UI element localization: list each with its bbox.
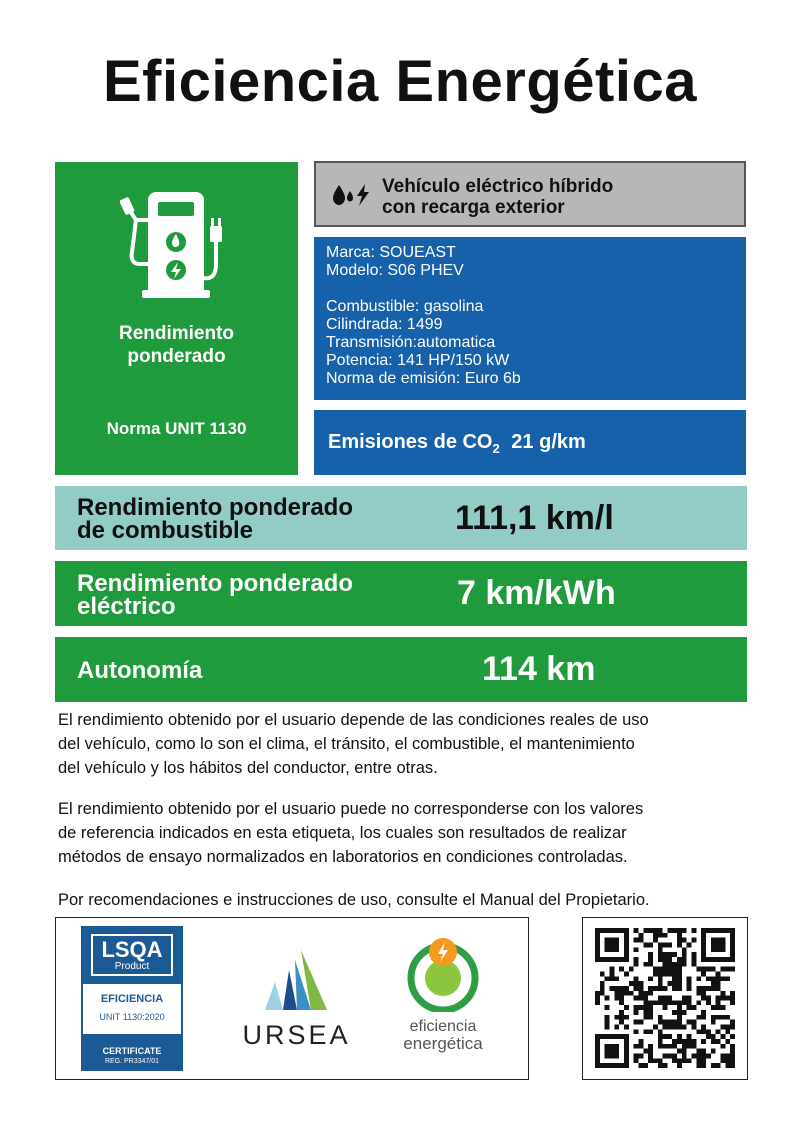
electric-performance-value: 7 km/kWh bbox=[457, 574, 616, 612]
electric-label-line1: Rendimiento ponderado bbox=[77, 570, 353, 597]
eficiencia-energetica-logo-icon bbox=[403, 932, 483, 1012]
spec-norma-emision: Norma de emisión: Euro 6b bbox=[326, 370, 521, 387]
eficiencia-logo-line1: eficiencia bbox=[409, 1018, 477, 1035]
spec-combustible: Combustible: gasolina bbox=[326, 298, 484, 315]
lsqa-product: Product bbox=[114, 961, 150, 972]
lsqa-reg: REG. PR3347/01 bbox=[104, 1058, 160, 1065]
ursea-logo-text: URSEA bbox=[242, 1020, 351, 1050]
spec-marca: Marca: SOUEAST bbox=[326, 244, 456, 261]
disclaimer-paragraph-1 bbox=[58, 708, 758, 780]
ursea-mark-icon bbox=[261, 946, 331, 1016]
spec-modelo: Modelo: S06 PHEV bbox=[326, 262, 464, 279]
paragraph-line: métodos de ensayo normalizados en laboratorios en condiciones controladas. bbox=[58, 848, 628, 866]
co2-emissions-box bbox=[314, 410, 746, 475]
lsqa-name: LSQA bbox=[101, 937, 163, 962]
charging-pump-icon bbox=[120, 190, 232, 302]
lsqa-certificate: CERTIFICATE bbox=[102, 1046, 162, 1056]
qr-code-icon[interactable] bbox=[595, 928, 735, 1068]
manual-note: Por recomendaciones e instrucciones de uso, consulte el Manual del Propietario. bbox=[58, 891, 650, 909]
lsqa-unit: UNIT 1130:2020 bbox=[99, 1012, 165, 1022]
vehicle-type-line1: Vehículo eléctrico híbrido bbox=[382, 176, 614, 197]
lsqa-certificate-logo bbox=[81, 926, 183, 1071]
panel-label-line1: Rendimiento bbox=[118, 323, 235, 344]
vehicle-type-box bbox=[314, 161, 746, 227]
autonomy-label: Autonomía bbox=[77, 657, 203, 684]
norma-label: Norma UNIT 1130 bbox=[106, 419, 247, 438]
fuel-label-line1: Rendimiento ponderado bbox=[77, 494, 353, 521]
fuel-performance-value: 111,1 km/l bbox=[455, 499, 614, 537]
paragraph-line: El rendimiento obtenido por el usuario depende de las condiciones reales de uso bbox=[58, 711, 649, 729]
paragraph-line: del vehículo y los hábitos del conductor, entre otras. bbox=[58, 759, 438, 777]
weighted-performance-panel bbox=[55, 162, 298, 475]
vehicle-type-line2: con recarga exterior bbox=[382, 197, 565, 218]
co2-subscript: 2 bbox=[492, 441, 500, 456]
fuel-electric-icon bbox=[330, 183, 372, 207]
panel-label-line2: ponderado bbox=[127, 346, 226, 367]
spec-potencia: Potencia: 141 HP/150 kW bbox=[326, 352, 510, 369]
eficiencia-logo-line2: energética bbox=[403, 1034, 483, 1053]
disclaimer-paragraph-2 bbox=[58, 797, 758, 869]
paragraph-line: del vehículo, como lo son el clima, el tránsito, el combustible, el mantenimiento bbox=[58, 735, 635, 753]
electric-label-line2: eléctrico bbox=[77, 593, 176, 620]
vehicle-specs-box bbox=[314, 237, 746, 400]
fuel-label-line2: de combustible bbox=[77, 517, 254, 544]
spec-transmision: Transmisión:automatica bbox=[326, 334, 496, 351]
co2-label: Emisiones de CO bbox=[328, 431, 493, 453]
autonomy-value: 114 km bbox=[482, 650, 596, 688]
paragraph-line: de referencia indicados en esta etiqueta, los cuales son resultados de realizar bbox=[58, 824, 627, 842]
spec-cilindrada: Cilindrada: 1499 bbox=[326, 316, 443, 333]
co2-value: 21 g/km bbox=[511, 431, 586, 453]
fuel-performance-bar bbox=[55, 486, 747, 550]
qr-code-box bbox=[582, 917, 748, 1080]
autonomy-bar bbox=[55, 637, 747, 702]
electric-performance-bar bbox=[55, 561, 747, 626]
lsqa-eficiencia: EFICIENCIA bbox=[100, 993, 164, 1005]
logos-box bbox=[55, 917, 529, 1080]
paragraph-line: El rendimiento obtenido por el usuario puede no corresponderse con los valores bbox=[58, 800, 644, 818]
page-title: Eficiencia Energética bbox=[103, 49, 697, 114]
